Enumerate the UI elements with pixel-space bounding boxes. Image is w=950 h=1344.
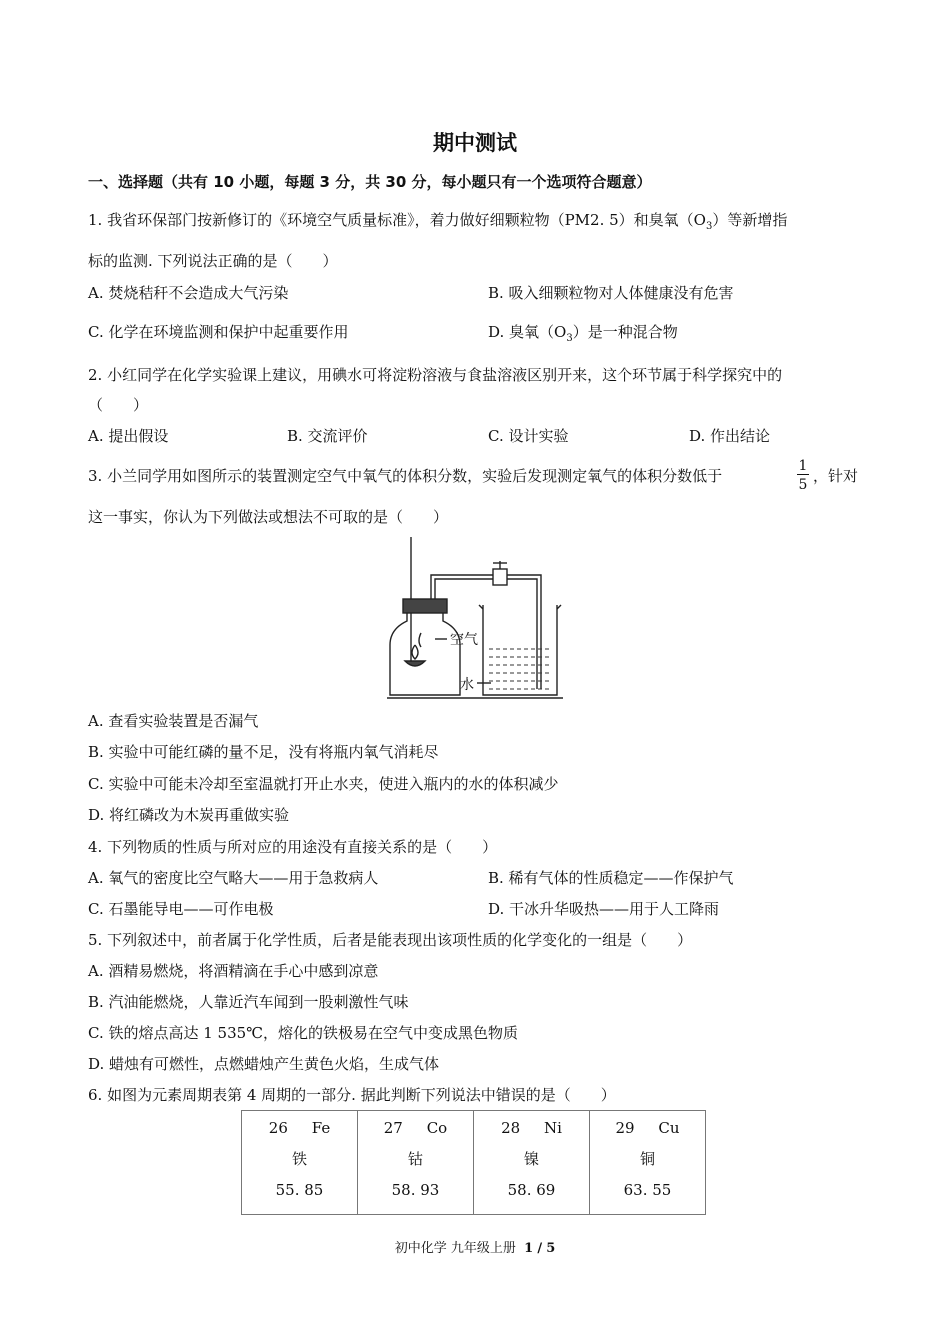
section-header: 一、选择题（共有 10 小题，每题 3 分，共 30 分，每小题只有一个选项符合题意）: [88, 173, 652, 191]
q3-option-d[interactable]: D. 将红磷改为木炭再重做实验: [88, 806, 290, 824]
element-number-symbol: 26 Fe: [268, 1119, 331, 1137]
q3-option-c[interactable]: C. 实验中可能未冷却至室温就打开止水夹，使进入瓶内的水的体积减少: [88, 775, 559, 793]
footer-text: 初中化学 九年级上册: [394, 1241, 516, 1256]
label-air: 空气: [450, 632, 478, 648]
element-name: 镍: [523, 1150, 539, 1168]
element-name: 铁: [291, 1150, 307, 1168]
q4-option-c[interactable]: C. 石墨能导电——可作电极: [88, 900, 274, 918]
q1-option-a[interactable]: A. 焚烧秸秆不会造成大气污染: [88, 284, 289, 302]
element-cell: [242, 1111, 358, 1215]
page-footer: [0, 1237, 950, 1256]
element-number-symbol: 28 Ni: [501, 1119, 562, 1137]
water-surface: [489, 649, 551, 689]
q5-option-c[interactable]: C. 铁的熔点高达 1 535℃，熔化的铁极易在空气中变成黑色物质: [88, 1024, 518, 1042]
question-1-line-1: [88, 210, 787, 237]
question-5-line-1: 5. 下列叙述中，前者属于化学性质，后者是能表现出该项性质的化学变化的一组是（ ）: [88, 931, 693, 949]
q5-option-b[interactable]: B. 汽油能燃烧，人靠近汽车闻到一股刺激性气味: [88, 993, 409, 1011]
q1-option-b[interactable]: B. 吸入细颗粒物对人体健康没有危害: [488, 284, 734, 302]
q5-option-a[interactable]: A. 酒精易燃烧，将酒精滴在手心中感到凉意: [88, 962, 379, 980]
q1-d-subscript: 3: [566, 333, 573, 344]
element-cell: [358, 1111, 474, 1215]
apparatus-figure: [385, 537, 565, 702]
q3-option-b[interactable]: B. 实验中可能红磷的量不足，没有将瓶内氧气消耗尽: [88, 743, 439, 761]
question-1-line-2: 标的监测. 下列说法正确的是（ ）: [88, 252, 338, 270]
q4-option-d[interactable]: D. 干冰升华吸热——用于人工降雨: [488, 900, 720, 918]
glass-tube: [431, 575, 541, 689]
q2-option-c[interactable]: C. 设计实验: [488, 427, 569, 445]
q1-subscript: 3: [705, 221, 713, 232]
q1-d-text-b: ）是一种混合物: [572, 323, 678, 341]
q1-option-d[interactable]: [488, 322, 678, 349]
element-mass: 63. 55: [623, 1181, 672, 1199]
element-mass: 58. 93: [391, 1181, 440, 1199]
element-mass: 55. 85: [275, 1181, 324, 1199]
q1-option-c[interactable]: C. 化学在环境监测和保护中起重要作用: [88, 323, 349, 341]
page-total: 5: [546, 1241, 556, 1256]
element-name: 钴: [407, 1150, 423, 1168]
page-separator: /: [537, 1241, 543, 1256]
periodic-table-fragment: [241, 1110, 706, 1215]
q3-option-a[interactable]: A. 查看实验装置是否漏气: [88, 712, 259, 730]
clamp-icon: [493, 569, 507, 585]
label-water: 水: [460, 677, 474, 693]
element-mass: 58. 69: [507, 1181, 556, 1199]
smoke: [419, 633, 421, 647]
q5-option-d[interactable]: D. 蜡烛有可燃性，点燃蜡烛产生黄色火焰，生成气体: [88, 1055, 440, 1073]
element-cell: [590, 1111, 706, 1215]
element-name: 铜: [639, 1150, 655, 1168]
question-4-line-1: 4. 下列物质的性质与所对应的用途没有直接关系的是（ ）: [88, 838, 498, 856]
question-2-line-1: 2. 小红同学在化学实验课上建议，用碘水可将淀粉溶液与食盐溶液区别开来，这个环节属于科学探究中的: [88, 366, 783, 384]
q1-text-b: ）等新增指: [712, 211, 788, 229]
q2-option-a[interactable]: A. 提出假设: [88, 427, 169, 445]
stopper: [403, 599, 447, 613]
page-number: 1: [524, 1241, 534, 1256]
question-2-line-2: （ ）: [88, 396, 149, 414]
question-3-line-1: 3. 小兰同学用如图所示的装置测定空气中氧气的体积分数，实验后发现测定氧气的体积分数低于: [88, 467, 723, 485]
q1-text: 1. 我省环保部门按新修订的《环境空气质量标准》，着力做好细颗粒物（PM2. 5）和臭氧（O: [88, 211, 706, 229]
fraction-numerator: 1: [798, 458, 808, 474]
question-3-line-1b: ，针对: [813, 467, 859, 485]
question-3-line-2: 这一事实，你认为下列做法或想法不可取的是（ ）: [88, 508, 449, 526]
element-cell: [474, 1111, 590, 1215]
q4-option-b[interactable]: B. 稀有气体的性质稳定——作保护气: [488, 869, 734, 887]
q1-d-text: D. 臭氧（O: [488, 323, 567, 341]
fraction-bar: [797, 474, 809, 475]
question-6-line-1: 6. 如图为元素周期表第 4 周期的一部分. 据此判断下列说法中错误的是（ ）: [88, 1086, 616, 1104]
q4-option-a[interactable]: A. 氧气的密度比空气略大——用于急救病人: [88, 869, 379, 887]
flame-icon: [412, 645, 418, 659]
q2-option-d[interactable]: D. 作出结论: [689, 427, 771, 445]
element-number-symbol: 27 Co: [383, 1119, 448, 1137]
bottle: [390, 613, 460, 695]
page-title: 期中测试: [433, 131, 517, 155]
fraction-one-fifth: [796, 458, 810, 493]
q2-option-b[interactable]: B. 交流评价: [287, 427, 368, 445]
combustion-spoon: [405, 661, 425, 666]
element-number-symbol: 29 Cu: [615, 1119, 680, 1137]
fraction-denominator: 5: [798, 477, 808, 493]
